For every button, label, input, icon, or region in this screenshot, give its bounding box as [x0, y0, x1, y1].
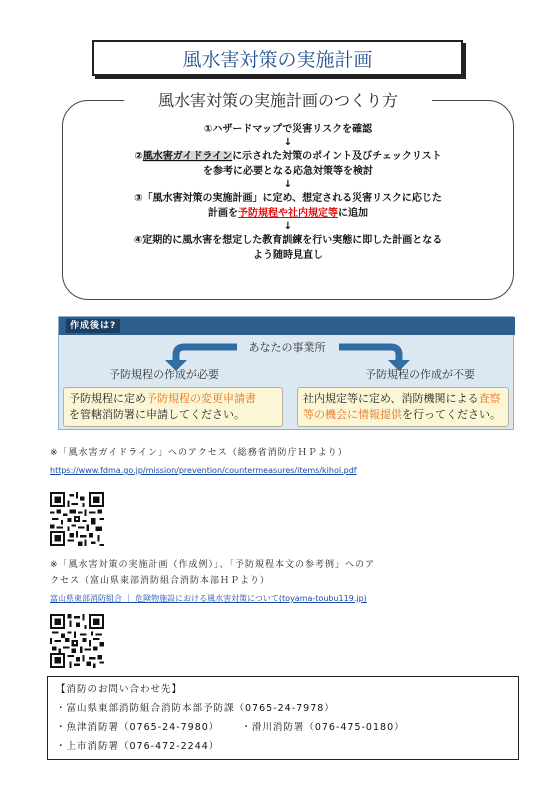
down-arrow-icon: ↓: [283, 221, 293, 232]
not-required-instruction: [297, 387, 509, 427]
step-4-line2: よう随時見直し: [253, 250, 323, 261]
step-1: ①ハザードマップで災害リスクを確認: [203, 124, 373, 135]
guideline-note: ※「風水害ガイドライン」へのアクセス（総務省消防庁ＨＰより）: [50, 448, 348, 458]
qr-code-icon[interactable]: [50, 614, 104, 668]
guideline-link[interactable]: https://www.fdma.go.jp/mission/prevention/countermeasures/items/kihol.pdf: [50, 466, 357, 475]
after-creation-panel: [58, 316, 514, 430]
step-2-text: に示された対策のポイント及びチェックリスト: [232, 151, 442, 162]
required-instruction: [63, 387, 283, 427]
contact-hq: ・富山県東部消防組合消防本部予防課（0765-24-7978）: [56, 703, 335, 714]
step-3: ③「風水害対策の実施計画」に定め、想定される災害リスクに応じた: [134, 193, 442, 204]
contact-box: [47, 676, 519, 760]
contact-namerikawa: ・滑川消防署（076-475-0180）: [241, 722, 405, 733]
step-2-line2: を参考に必要となる応急対策等を検討: [203, 166, 373, 177]
page-title: 風水害対策の実施計画: [92, 40, 463, 76]
required-text-highlight: 予防規程の変更申請書: [146, 392, 256, 405]
plan-note: [50, 557, 375, 589]
required-text-post: を管轄消防署に申請してください。: [69, 408, 245, 421]
not-required-text-post: を行ってください。: [402, 408, 501, 421]
contact-heading: 【消防のお問い合わせ先】: [56, 684, 183, 695]
plan-note-line-1: ※「風水害対策の実施計画（作成例）」、「予防規程本文の参考例」へのア: [50, 560, 376, 570]
not-required-label: 予防規程の作成が不要: [365, 368, 475, 381]
office-label: あなたの事業所: [248, 341, 326, 354]
howto-steps: [70, 122, 506, 263]
step-2: [70, 149, 506, 164]
plan-note-line-2: クセス（富山県東部消防組合消防本部ＨＰより）: [50, 576, 271, 586]
contact-uozu: ・魚津消防署（0765-24-7980）: [56, 722, 220, 733]
guideline-highlight: 風水害ガイドライン: [142, 151, 233, 162]
required-label: 予防規程の作成が必要: [109, 368, 219, 381]
down-arrow-icon: ↓: [283, 137, 293, 148]
after-panel-header: [59, 317, 515, 335]
not-required-text-pre: 社内規定等に定め、消防機関による: [303, 392, 479, 405]
contact-row: [56, 718, 510, 737]
contact-kamiichi: ・上市消防署（076-472-2244）: [56, 741, 220, 752]
step-3-pre: 計画を: [208, 208, 238, 219]
plan-link[interactable]: 富山県東部消防組合 ｜ 危険物施設における風水害対策について(toyama-toubu119.jp): [50, 594, 367, 603]
step-3-line2: [70, 206, 506, 221]
not-required-highlight-1: 査察: [478, 392, 501, 405]
qr-code-icon[interactable]: [50, 492, 104, 546]
step-3-post: に追加: [338, 208, 368, 219]
step-3-emphasis: 予防規程や社内規定等: [238, 208, 338, 219]
not-required-highlight-2: 等の機会に情報提供: [303, 408, 402, 421]
required-text-pre: 予防規程に定め: [69, 392, 146, 405]
down-arrow-icon: ↓: [283, 179, 293, 190]
after-panel-title: 作成後は?: [66, 319, 120, 333]
step-4: ④定期的に風水害を想定した教育訓練を行い実態に即した計画となる: [133, 235, 443, 246]
step-2-prefix: ②: [134, 151, 143, 162]
howto-heading: 風水害対策の実施計画のつくり方: [124, 88, 432, 110]
